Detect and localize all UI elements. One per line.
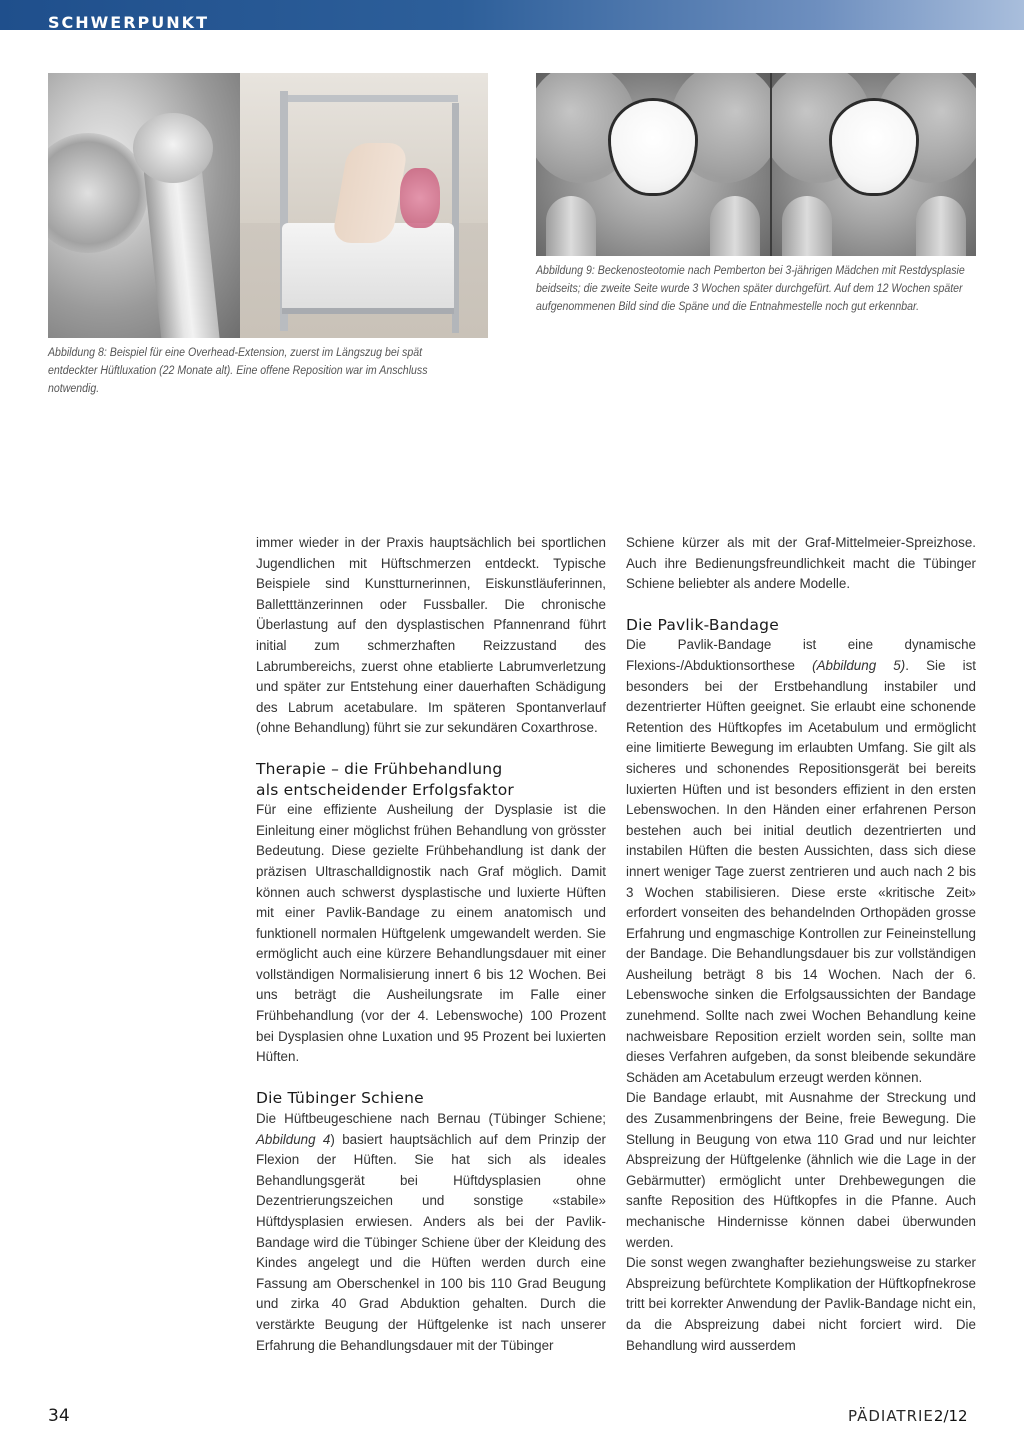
text-run: Die Pavlik-Bandage ist eine dynamische Flexions-/Abduktionsorthese [626, 637, 976, 673]
section-title: SCHWERPUNKT [48, 13, 209, 32]
paragraph: immer wieder in der Praxis hauptsächlich bei sportlichen Jugendlichen mit Hüftschmerzen entdeckt. Typische Beispiele sind Kunstturnerinnen, Eiskunstläuferinnen, Balletttänzerinnen oder Fussballer. Die chronische Überlastung auf den dysplastischen Pfannenrand führt initial zum schmerzhaften Reizzustand des Labrumbereichs, zuerst ohne etablierte Labrumverletzung und später zur Entstehung einer dauerhaften Schädigung des Labrum acetabulare. Im späteren Spontanverlauf (ohne Behandlung) führt sie zur sekundären Coxarthrose. [256, 535, 606, 736]
text-run: ) basiert hauptsächlich auf dem Prinzip der Flexion der Hüften. Sie hat sich als ideales Behandlungsgerät bei Hüftdysplasien ohne Dezentrierungszeichen und sonstige «stabile» Hüftdysplasien erwiesen. Anders als bei der Pavlik-Bandage wird die Tübinger Schiene über der Kleidung des Kindes angelegt und die Hüften werden durch eine Fassung am Oberschenkel in 100 bis 110 Grad Beugung und zirka 40 Grad Abduktion gehalten. Durch die verstärkte Beugung der Hüftgelenke ist nach unserer Erfahrung die Behandlungsdauer mit der Tübinger [256, 1131, 606, 1353]
paragraph: Die Bandage erlaubt, mit Ausnahme der Streckung und des Zusammenbringens der Beine, freie Bewegung. Die Stellung in Beugung von etwa 110 Grad und nur leichter Abspreizung der Hüftgelenke (ähnlich wie die Lage in der Gebärmutter) ermöglicht unter Drehbewegungen die sanfte Reposition des Hüftkopfes in die Pfanne. Auch mechanische Hindernisse können dabei überwunden werden. [626, 1090, 976, 1250]
heading-line: als entscheidender Erfolgsfaktor [256, 780, 514, 799]
paragraph [256, 1109, 606, 1356]
paragraph [626, 635, 976, 1088]
paragraph: Schiene kürzer als mit der Graf-Mittelmeier-Spreizhose. Auch ihre Bedienungsfreundlichkeit macht die Tübinger Schiene beliebter als andere Modelle. [626, 535, 976, 592]
overhead-extension-photo [240, 73, 488, 338]
pelvis-xray-right [772, 73, 976, 256]
hip-xray-image [48, 73, 240, 338]
text-column-left [256, 533, 606, 1356]
pelvis-xray-left [536, 73, 770, 256]
section-heading-tuebinger: Die Tübinger Schiene [256, 1089, 424, 1108]
journal-issue: 2/12 [933, 1407, 968, 1425]
figure-reference: Abbildung 4 [256, 1131, 331, 1147]
paragraph: Die sonst wegen zwanghafter beziehungsweise zu starker Abspreizung befürchtete Komplikation der Hüftkopfnekrose tritt bei korrekter Anwendung der Pavlik-Bandage nicht ein, da die Abspreizung dabei nicht forciert wird. Die Behandlung wird ausserdem [626, 1255, 976, 1353]
page-number: 34 [48, 1406, 70, 1426]
section-heading-pavlik: Die Pavlik-Bandage [626, 615, 779, 634]
figure-9 [536, 73, 976, 256]
section-header-bar [0, 0, 1024, 30]
paragraph: Für eine effiziente Ausheilung der Dysplasie ist die Einleitung einer möglichst frühen Behandlung von grösster Bedeutung. Diese gezielte Frühbehandlung ist dank der präzisen Ultraschalldignostik nach Graf möglich. Damit können auch schwerst dysplastische und luxierte Hüften mit einer Pavlik-Bandage zu einem anatomisch und funktionell normalen Hüftgelenk umgewandelt werden. Sie ermöglicht auch eine kürzere Behandlungsdauer mit einer vollständigen Normalisierung innert 6 bis 12 Wochen. Bei uns beträgt die Ausheilungsrate im Falle einer Frühbehandlung (vor der 4. Lebenswoche) 100 Prozent bei Dysplasien ohne Luxation und 95 Prozent bei luxierten Hüften. [256, 802, 606, 1065]
figure-9-caption: Abbildung 9: Beckenosteotomie nach Pemberton bei 3-jährigen Mädchen mit Restdysplasie beidseits; die zweite Seite wurde 3 Wochen später durchgefürt. Auf dem 12 Wochen später aufgenommenen Bild sind die Späne und die Entnahmestelle noch gut erkennbar. [536, 265, 965, 313]
text-column-right [626, 533, 976, 1356]
text-run: Die Hüftbeugeschiene nach Bernau (Tübinger Schiene; [256, 1111, 606, 1127]
figure-8-caption: Abbildung 8: Beispiel für eine Overhead-Extension, zuerst im Längszug bei spät entdeckter Hüftluxation (22 Monate alt). Eine offene Reposition war im Anschluss notwendig. [48, 347, 428, 395]
figure-reference: (Abbildung 5) [812, 657, 906, 673]
journal-footer [848, 1407, 968, 1425]
section-heading-therapie [256, 759, 606, 800]
figure-8 [48, 73, 488, 338]
heading-line: Therapie – die Frühbehandlung [256, 759, 503, 778]
journal-name: PÄDIATRIE [848, 1407, 934, 1425]
text-run: . Sie ist besonders bei der Erstbehandlung instabiler und dezentrierter Hüften geeignet. Sie erlaubt eine schonende Retention des Hüftkopfes im Acetabulum und ermöglicht eine limitierte Bewegung im erlaubten Umfang. Sie gilt als sicheres und schonendes Repositionsgerät bei bereits luxierten Hüften und ist besonders effizient in den ersten Lebenswochen. In den Händen einer erfahrenen Person bestehen auch bei initial deutlich dezentrierten und instabilen Hüften die besten Aussichten, dass sich diese innert weniger Tage zuerst zentrieren und auch nach 2 bis 3 Wochen stabilisieren. Diese erste «kritische Zeit» erfordert vonseiten des behandelnden Orthopäden grosse Erfahrung und engmaschige Kontrollen zur Feineinstellung der Bandage. Die Behandlungsdauer bis zur vollständigen Ausheilung beträgt 8 bis 14 Wochen. Nach der 6. Lebenswoche sinken die Erfolgsaussichten der Bandage zunehmend. Sollte nach zwei Wochen Behandlung keine nachweisbare Reposition erzielt worden sein, sollte man dieses Verfahren aufgeben, da sonst bleibende sekundäre Schäden am Acetabulum erzeugt werden können. [626, 657, 976, 1085]
